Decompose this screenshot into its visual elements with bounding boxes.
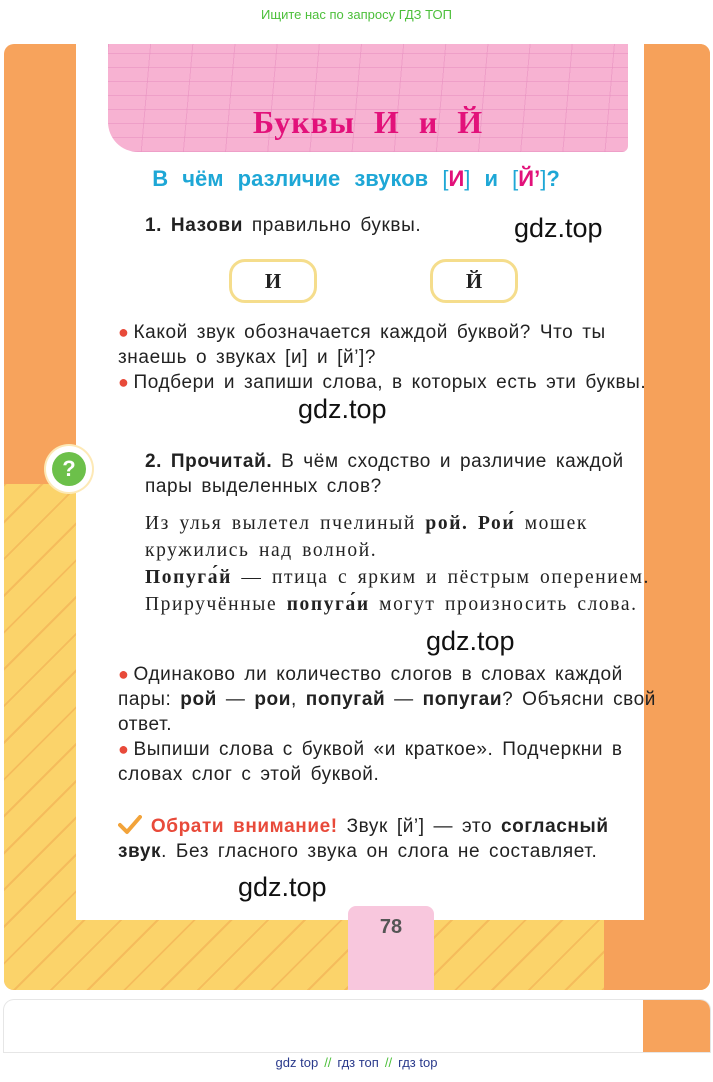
footer-link[interactable]: gdz top	[275, 1055, 319, 1070]
task-1-number: 1. Назови	[145, 215, 243, 236]
footer-links: gdz top // гдз топ // гдз top	[275, 1055, 438, 1070]
top-banner[interactable]: Ищите нас по запросу ГДЗ ТОП	[261, 7, 452, 22]
watermark: gdz.top	[238, 872, 327, 902]
subtitle-text: В чём различие звуков	[152, 166, 443, 191]
list-item: ● Одинаково ли количество слогов в словах каждой пары: рой — рои, попугай — попугаи? Объясни свой ответ.	[118, 664, 657, 735]
task-2-questions	[118, 662, 666, 787]
checkmark-icon	[118, 815, 142, 835]
watermark: gdz.top	[298, 394, 387, 424]
watermark: gdz.top	[514, 213, 603, 243]
footer-link[interactable]: гдз top	[398, 1055, 438, 1070]
sound-j: Й’	[518, 166, 541, 191]
reading-passage	[145, 510, 667, 618]
sound-i: И	[448, 166, 465, 191]
reading-paragraph-2: Попуга́й — птица с ярким и пёстрым оперением. Приручённые попуга́и могут произносить слова.	[145, 567, 651, 615]
task-2-number: 2. Прочитай.	[145, 451, 273, 472]
reading-paragraph-1: Из улья вылетел пчелиный рой. Рои́ мошек кружились над волной.	[145, 513, 588, 561]
attention-label: Обрати внимание!	[150, 816, 338, 837]
next-page-margin	[643, 1000, 710, 1052]
letter-card-j: Й	[430, 259, 518, 303]
lesson-question: В чём различие звуков [И] и [Й’]?	[152, 166, 560, 191]
letter-card-i: И	[229, 259, 317, 303]
task-2: 2. Прочитай. В чём сходство и различие каждой пары выделенных слов?	[145, 451, 624, 497]
next-page-preview	[4, 1000, 710, 1052]
attention-note: Обрати внимание! Звук [й’] — это согласный звук. Без гласного звука он слога не составляет.	[118, 816, 609, 862]
question-icon: ?	[46, 446, 92, 492]
page-number: 78	[379, 916, 403, 938]
task-1-questions	[118, 320, 666, 395]
watermark: gdz.top	[426, 626, 515, 656]
list-item: ● Подбери и запиши слова, в которых есть эти буквы.	[118, 372, 647, 393]
footer-link[interactable]: гдз топ	[337, 1055, 379, 1070]
page-title: Буквы И и Й	[252, 104, 484, 140]
task-1: 1. Назови правильно буквы.	[145, 215, 422, 236]
list-item: ● Выпиши слова с буквой «и краткое». Подчеркни в словах слог с этой буквой.	[118, 739, 623, 785]
list-item: ● Какой звук обозначается каждой буквой? Что ты знаешь о звуках [и] и [й’]?	[118, 322, 606, 368]
